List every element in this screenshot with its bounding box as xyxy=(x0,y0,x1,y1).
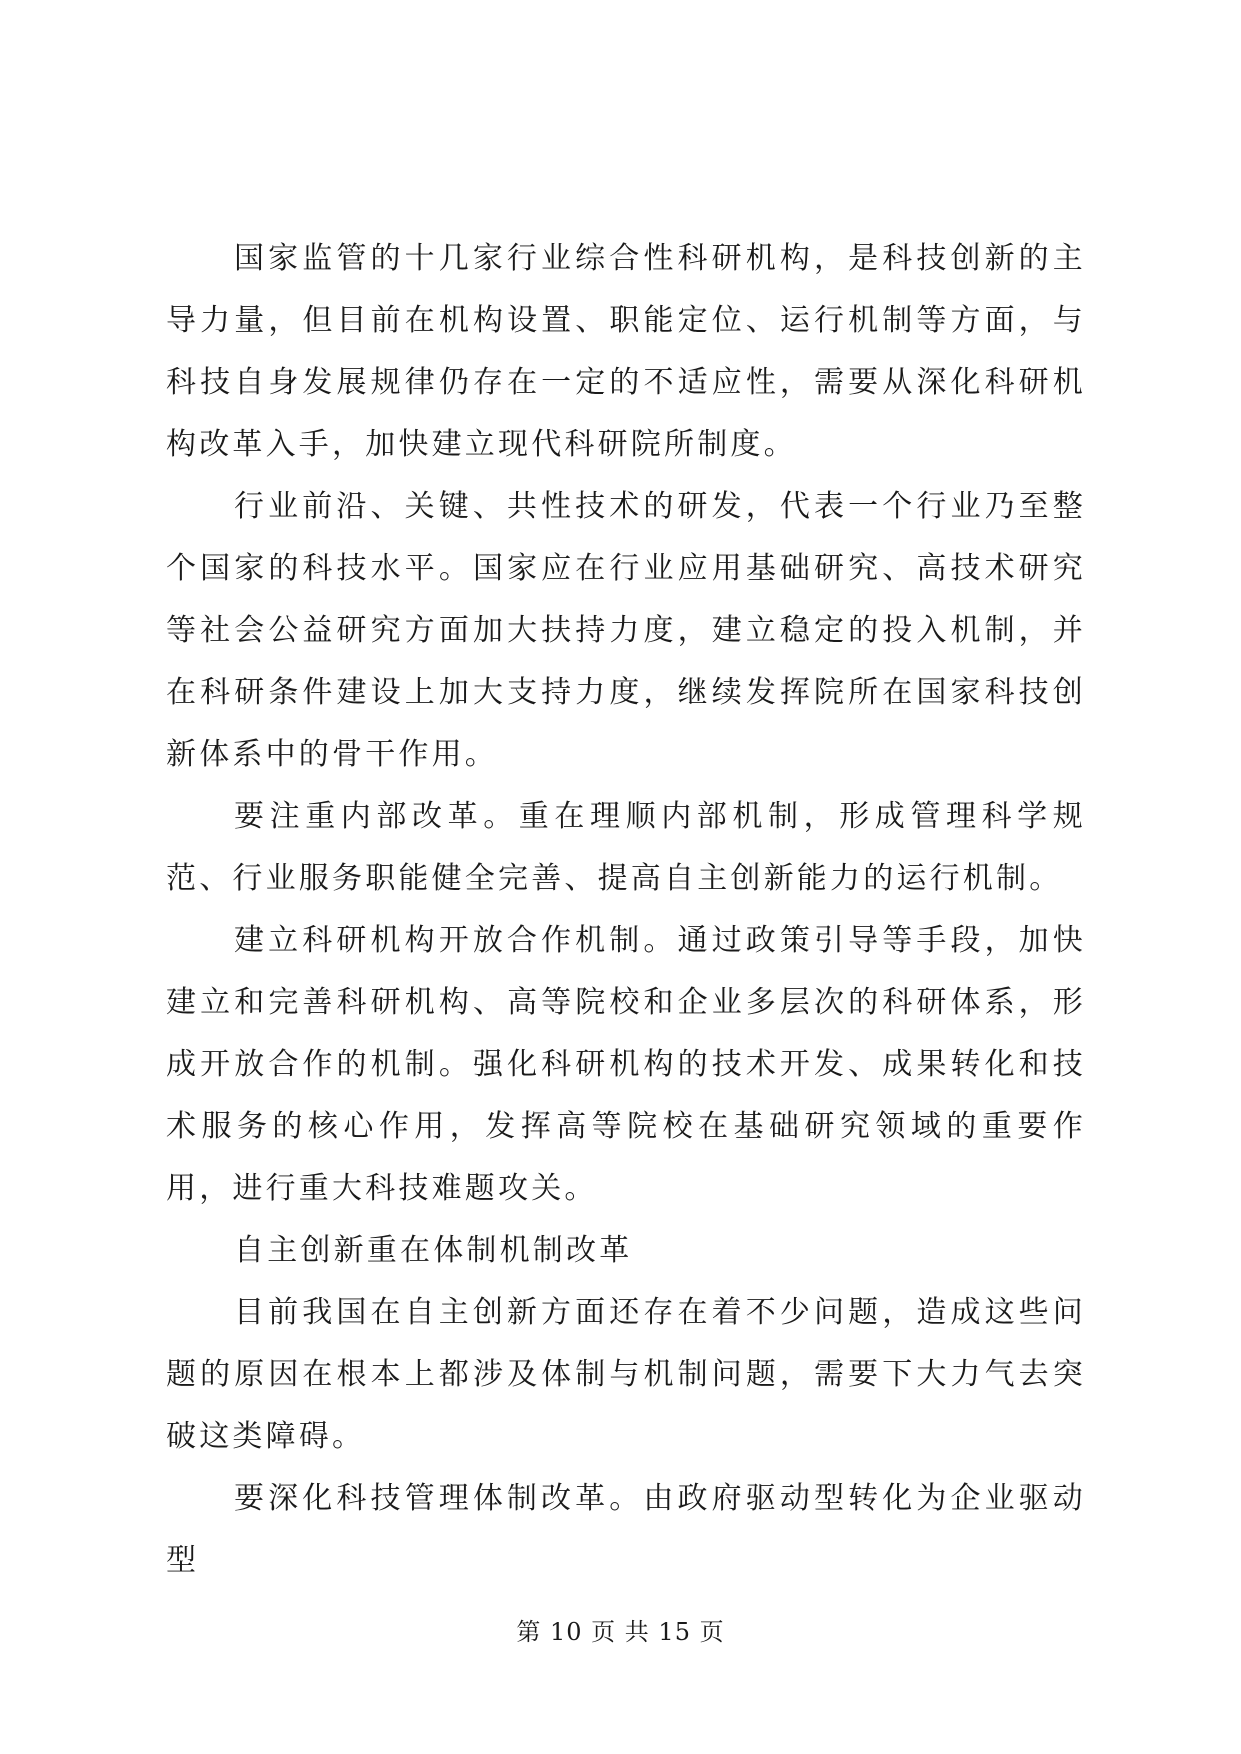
paragraph-frontier-technology: 行业前沿、关键、共性技术的研发，代表一个行业乃至整个国家的科技水平。国家应在行业应用基础研究、高技术研究等社会公益研究方面加大扶持力度，建立稳定的投入机制，并在科研条件建设上加大支持力度，继续发挥院所在国家科技创新体系中的骨干作用。 xyxy=(166,489,1086,772)
section-heading: 自主创新重在体制机制改革 xyxy=(234,1233,633,1268)
paragraph-open-cooperation: 建立科研机构开放合作机制。通过政策引导等手段，加快建立和完善科研机构、高等院校和企业多层次的科研体系，形成开放合作的机制。强化科研机构的技术开发、成果转化和技术服务的核心作用，发挥高等院校在基础研究领域的重要作用，进行重大科技难题攻关。 xyxy=(166,923,1086,1206)
paragraph-current-problems: 目前我国在自主创新方面还存在着不少问题，造成这些问题的原因在根本上都涉及体制与机制问题，需要下大力气去突破这类障碍。 xyxy=(166,1295,1086,1454)
paragraph-management-reform: 要深化科技管理体制改革。由政府驱动型转化为企业驱动型 xyxy=(166,1481,1086,1578)
page-number-footer: 第 10 页 共 15 页 xyxy=(516,1618,725,1646)
paragraph-research-institutes: 国家监管的十几家行业综合性科研机构，是科技创新的主导力量，但目前在机构设置、职能定位、运行机制等方面，与科技自身发展规律仍存在一定的不适应性，需要从深化科研机构改革入手，加快建立现代科研院所制度。 xyxy=(166,241,1086,462)
paragraph-internal-reform: 要注重内部改革。重在理顺内部机制，形成管理科学规范、行业服务职能健全完善、提高自主创新能力的运行机制。 xyxy=(166,799,1086,896)
document-body xyxy=(166,228,1086,1592)
